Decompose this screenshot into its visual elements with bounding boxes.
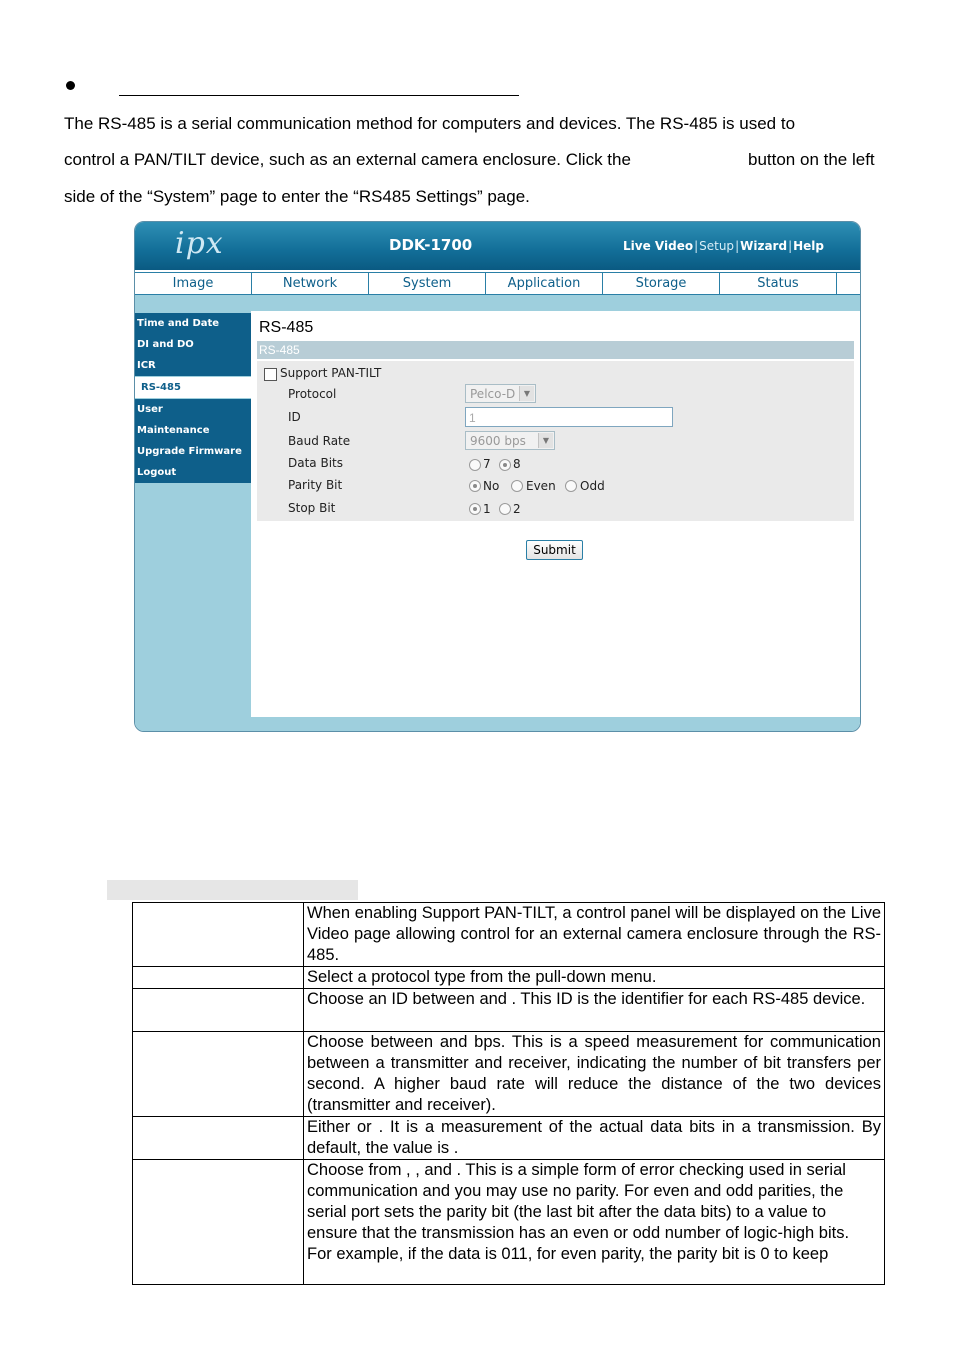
help-link[interactable]: Help — [793, 239, 824, 253]
table-cell-term — [133, 903, 304, 967]
wizard-link[interactable]: Wizard — [740, 239, 788, 253]
table-row — [133, 1117, 885, 1160]
table-row — [133, 1032, 885, 1117]
sidebar-item-icr[interactable]: ICR — [135, 355, 251, 376]
link-separator: | — [788, 239, 793, 253]
tab-storage[interactable]: Storage — [603, 273, 720, 294]
protocol-value: Pelco-D — [470, 387, 516, 401]
sidebar-item-rs485[interactable]: RS-485 — [135, 377, 251, 398]
stop-bit-label: Stop Bit — [288, 501, 336, 515]
table-cell-term — [133, 1160, 304, 1285]
intro-paragraph-line-2: control a PAN/TILT device, such as an external camera enclosure. Click the — [64, 150, 631, 169]
intro-paragraph-line-2-end: button on the left — [748, 150, 875, 169]
table-row — [133, 903, 885, 967]
setup-link[interactable]: Setup — [699, 239, 735, 253]
data-bits-radio-8[interactable] — [499, 459, 511, 471]
table-row — [133, 1160, 885, 1285]
sidebar-item-upgrade-firmware[interactable]: Upgrade Firmware — [135, 441, 251, 462]
parity-radio-odd[interactable] — [565, 480, 577, 492]
tab-application[interactable]: Application — [486, 273, 603, 294]
tab-network[interactable]: Network — [252, 273, 369, 294]
table-cell-description: Either or . It is a measurement of the actual data bits in a transmission. By default, the value is . — [304, 1117, 885, 1160]
id-input[interactable]: 1 — [465, 407, 673, 427]
table-row — [133, 989, 885, 1032]
table-row — [133, 967, 885, 989]
tab-system[interactable]: System — [369, 273, 486, 294]
bullet-icon — [66, 81, 75, 90]
data-bits-option-7: 7 — [483, 457, 491, 471]
live-video-link[interactable]: Live Video — [623, 239, 694, 253]
intro-paragraph-line-1: The RS-485 is a serial communication method for computers and devices. The RS-485 is used to — [64, 114, 796, 133]
table-cell-term — [133, 989, 304, 1032]
rs485-settings-screenshot — [134, 221, 861, 732]
support-pan-tilt-checkbox[interactable] — [264, 368, 277, 381]
app-banner — [135, 222, 860, 270]
protocol-label: Protocol — [288, 387, 337, 401]
sidebar — [135, 313, 251, 483]
rs485-description-table — [132, 902, 885, 1285]
protocol-select[interactable] — [465, 384, 536, 403]
parity-option-odd: Odd — [580, 479, 605, 493]
parity-option-no: No — [483, 479, 500, 493]
parity-bit-label: Parity Bit — [288, 478, 343, 492]
table-cell-term — [133, 1032, 304, 1117]
stop-bit-option-1: 1 — [483, 502, 491, 516]
sub-bar — [135, 295, 860, 311]
sidebar-item-user[interactable]: User — [135, 399, 251, 420]
section-header: RS-485 — [257, 341, 854, 359]
stop-bit-option-2: 2 — [513, 502, 521, 516]
id-label: ID — [288, 410, 301, 424]
parity-radio-no[interactable] — [469, 480, 481, 492]
app-window — [134, 221, 861, 732]
data-bits-radio-7[interactable] — [469, 459, 481, 471]
app-footer — [135, 717, 860, 732]
table-cell-description — [304, 1160, 885, 1285]
top-links — [623, 239, 824, 253]
table-cell-description: Choose an ID between and . This ID is the identifier for each RS-485 device. — [304, 989, 885, 1032]
parity-example: For example, if the data is 011, for even parity, the parity bit is 0 to keep — [307, 1245, 829, 1263]
table-cell-term — [133, 967, 304, 989]
data-bits-label: Data Bits — [288, 456, 343, 470]
table-cell-description: Select a protocol type from the pull-down menu. — [304, 967, 885, 989]
baud-rate-value: 9600 bps — [470, 434, 526, 448]
tab-status[interactable]: Status — [720, 273, 837, 294]
baud-rate-label: Baud Rate — [288, 434, 351, 448]
tab-image[interactable]: Image — [135, 273, 252, 294]
baud-rate-select[interactable] — [465, 431, 555, 450]
stop-bit-radio-1[interactable] — [469, 503, 481, 515]
table-cell-description: When enabling Support PAN-TILT, a control panel will be displayed on the Live Video page allowing control for an external camera enclosure through the RS-485. — [304, 903, 885, 967]
parity-description: Choose from , , and . This is a simple form of error checking used in serial communication and you may use no parity. For even and odd parities, the serial port sets the parity bit (the last bit after the data bits) to a value to ensure that the transmission has an even or odd number of logic-high bits. — [307, 1161, 850, 1242]
sidebar-item-time-and-date[interactable]: Time and Date — [135, 313, 251, 334]
device-model: DDK-1700 — [389, 236, 473, 254]
link-separator: | — [694, 239, 699, 253]
table-caption-highlight — [107, 880, 358, 900]
parity-option-even: Even — [526, 479, 556, 493]
stop-bit-radio-2[interactable] — [499, 503, 511, 515]
sidebar-item-maintenance[interactable]: Maintenance — [135, 420, 251, 441]
sidebar-item-logout[interactable]: Logout — [135, 462, 251, 483]
table-cell-description: Choose between and bps. This is a speed measurement for communication between a transmitter and receiver, indicating the number of bit transfers per second. A higher baud rate will reduce the distance of the two devices (transmitter and receiver). — [304, 1032, 885, 1117]
data-bits-option-8: 8 — [513, 457, 521, 471]
support-pan-tilt-label: Support PAN-TILT — [280, 366, 382, 380]
chevron-down-icon: ▼ — [538, 433, 553, 448]
page-title: RS-485 — [259, 319, 314, 336]
parity-radio-even[interactable] — [511, 480, 523, 492]
table-cell-term — [133, 1117, 304, 1160]
brand-logo: ipx — [175, 226, 224, 261]
main-nav — [135, 272, 860, 295]
intro-paragraph-line-3: side of the “System” page to enter the “RS485 Settings” page. — [64, 187, 530, 206]
sidebar-item-di-and-do[interactable]: DI and DO — [135, 334, 251, 355]
submit-button[interactable]: Submit — [526, 540, 583, 560]
chevron-down-icon: ▼ — [519, 386, 534, 401]
heading-underline — [119, 95, 519, 96]
link-separator: | — [735, 239, 740, 253]
